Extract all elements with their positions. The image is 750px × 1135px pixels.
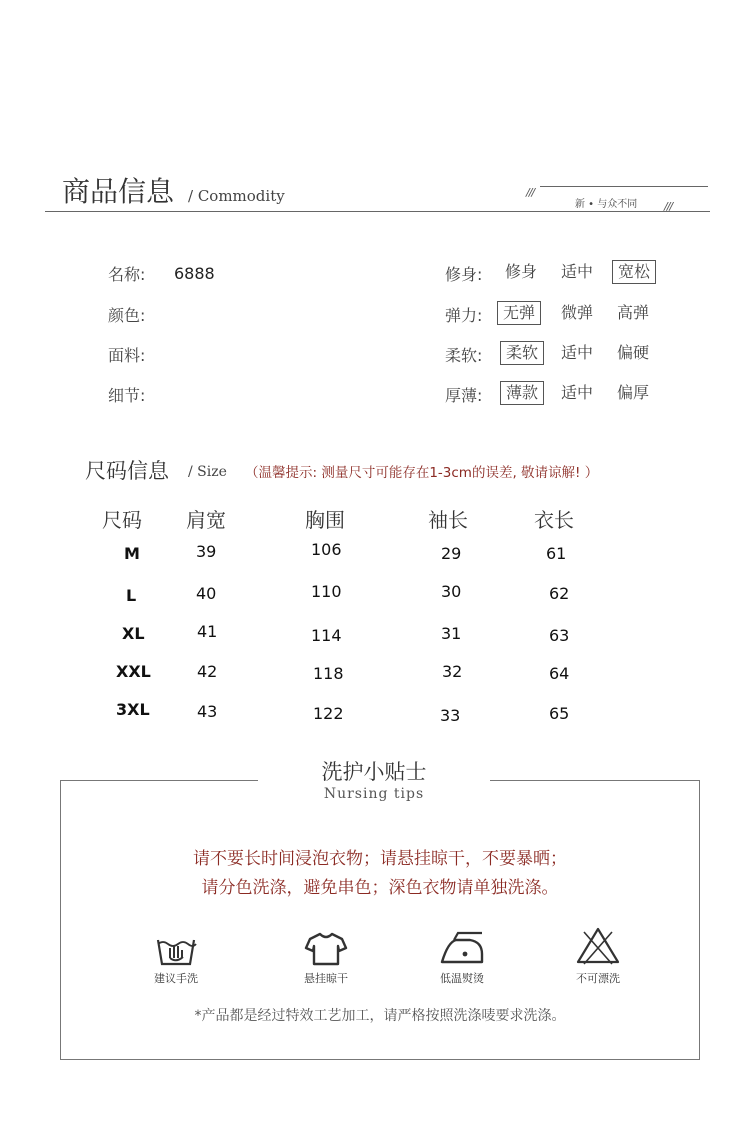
shoulder-cell: 43 [197,702,218,721]
size-cell: XXL [116,662,151,681]
attribute-label: 修身: [445,265,483,284]
chest-cell: 114 [311,626,342,645]
stretch-option-high: 高弹 [617,303,650,322]
hang-dry-icon [302,928,350,968]
sleeve-cell: 31 [441,624,462,643]
length-cell: 63 [549,626,570,645]
no-bleach-label: 不可漂洗 [576,972,620,985]
size-cell: L [126,586,137,605]
hand-wash-icon [152,928,200,968]
chest-cell: 106 [311,540,342,559]
softness-option-hard: 偏硬 [617,343,650,362]
thickness-option-medium: 适中 [561,383,594,402]
slash-decoration-left: /// [526,186,535,199]
slogan: 新 • 与众不同 [575,199,638,210]
size-header-chest: 胸围 [305,508,345,532]
low-iron-label: 低温熨烫 [440,972,484,985]
care-subtitle: Nursing tips [323,786,425,802]
sleeve-cell: 29 [441,544,462,563]
softness-option-medium: 适中 [561,343,594,362]
slash-decoration-right: /// [664,200,673,213]
fit-option-slim: 修身 [505,262,538,281]
size-cell: M [124,544,140,563]
size-tip: （温馨提示: 测量尺寸可能存在1-3cm的误差, 敬请谅解! ） [245,465,599,481]
size-header-shoulder: 肩宽 [186,508,226,532]
chest-cell: 122 [313,704,344,723]
attribute-label: 柔软: [445,346,483,365]
length-cell: 61 [546,544,567,563]
care-instruction-line1: 请不要长时间浸泡衣物；请悬挂晾干，不要暴晒； [193,849,567,869]
sleeve-cell: 32 [442,662,463,681]
commodity-title: 商品信息 [62,175,175,208]
thickness-option-thin-selected: 薄款 [500,381,544,405]
attribute-label: 弹力: [445,306,483,325]
shoulder-cell: 41 [197,622,218,641]
fabric-label: 面料: [108,346,146,365]
fit-option-loose-selected: 宽松 [612,260,656,284]
care-instruction-line2: 请分色洗涤，避免串色；深色衣物请单独洗涤。 [201,878,559,898]
care-title: 洗护小贴士 [321,760,427,784]
fit-option-regular: 适中 [561,262,594,281]
no-bleach-icon [574,926,622,966]
name-label: 名称: [108,265,146,284]
sleeve-cell: 30 [441,582,462,601]
shoulder-cell: 39 [196,542,217,561]
sleeve-cell: 33 [440,706,461,725]
size-header-size: 尺码 [102,508,142,532]
size-title: 尺码信息 [85,459,169,483]
care-note: *产品都是经过特效工艺加工，请严格按照洗涤唛要求洗涤。 [194,1008,566,1024]
stretch-option-none-selected: 无弹 [497,301,541,325]
length-cell: 62 [549,584,570,603]
size-cell: 3XL [116,700,150,719]
detail-label: 细节: [108,386,146,405]
size-cell: XL [122,624,145,643]
low-iron-icon [438,928,486,968]
chest-cell: 118 [313,664,344,683]
color-label: 颜色: [108,306,146,325]
softness-option-soft-selected: 柔软 [500,341,544,365]
size-header-length: 衣长 [534,508,574,532]
shoulder-cell: 42 [197,662,218,681]
hand-wash-label: 建议手洗 [154,972,198,985]
size-header-sleeve: 袖长 [428,508,468,532]
hang-dry-label: 悬挂晾干 [304,972,348,985]
stretch-option-slight: 微弹 [561,303,594,322]
commodity-divider [45,211,710,212]
shoulder-cell: 40 [196,584,217,603]
chest-cell: 110 [311,582,342,601]
length-cell: 64 [549,664,570,683]
attribute-label: 厚薄: [445,386,483,405]
size-subtitle: / Size [188,464,227,480]
slogan-divider [540,186,708,187]
thickness-option-thick: 偏厚 [617,383,650,402]
length-cell: 65 [549,704,570,723]
commodity-subtitle: / Commodity [188,187,285,205]
name-value: 6888 [174,264,215,283]
